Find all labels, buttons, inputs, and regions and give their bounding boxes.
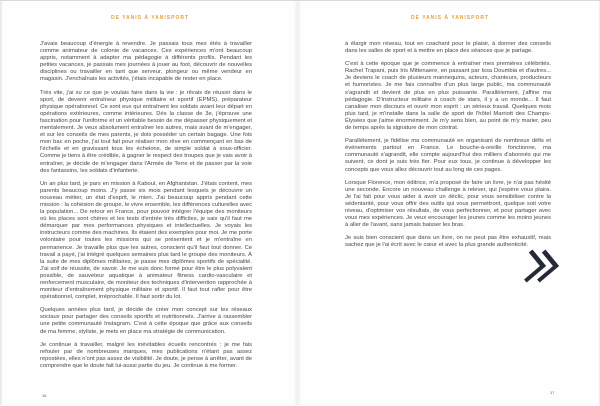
body-paragraph: Parallèlement, je fidélise ma communauté en organisant de nombreux défis et événements partout en France. Le bouche-à-oreille fonctionne, ma communauté s'agrandit, elle compte aujourd'hui des milliers d'abonnés qui me suivent, ce dont je suis très fier. Pour eux tous, je continue à développer les concepts que vous allez découvrir tout au long de ces pages. xyxy=(345,138,551,173)
body-paragraph: J'avais beaucoup d'énergie à revendre. Je passais tous mes étés à travailler comme animateur de colonie de vacances. Ces expériences m'ont beaucoup appris, notamment à adapter ma pédagogie à différents profils. Pendant les petites vacances, je passais mes journées à jouer au foot, découvrir de nouvelles disciplines ou travailler en tant que serveur, plongeur ou même vendeur en magasin. J'enchaînais les activités, j'étais incapable de rester en place. xyxy=(40,41,252,83)
body-paragraph: C'est à cette époque que je commence à entraîner mes premières célébrités. Rachel Trapani, puis Iris Mittenaere, en passant par Issa Doumbia et d'autres... Je deviens le coach de plusieurs mannequins, acteurs, chanteurs, producteurs et humoristes. Je me fais connaître d'un plus large public, ma communauté s'agrandit et devient de plus en plus puissante. Parallèlement, j'affine ma pédagogie. D'instructeur militaire à coach de stars, il y a un monde... Il faut canaliser mon discours et ouvrir mon esprit : un sérieux travail. Quelques mois plus tard, je m'installe dans la salle de sport de l'hôtel Marriott des Champs-Élysées que j'aime énormément. Je m'y sens bien, au point de m'y marier, peu de temps après la signature de mon contrat. xyxy=(345,61,551,132)
body-paragraph: Je suis bien conscient que dans un livre, on ne peut pas être exhaustif, mais sachez que je l'ai écrit avec le cœur et avec la plus grande authenticité. xyxy=(345,235,551,249)
running-head: DE YANIS À YANISPORT xyxy=(410,15,490,21)
left-page xyxy=(0,1,300,406)
page-number: 17 xyxy=(550,390,555,395)
running-head: DE YANIS À YANISPORT xyxy=(110,15,190,21)
body-paragraph: à élargir mon réseau, tout en coachant pour le plaisir, à donner des conseils dans les salles de sport et à mettre en place des séances que je partage. xyxy=(345,41,551,55)
page-number: 16 xyxy=(42,393,47,398)
left-page-body xyxy=(40,41,252,376)
double-chevron-right-icon xyxy=(524,249,560,283)
right-page-body xyxy=(345,41,551,255)
body-paragraph: Très vite, j'ai su ce que je voulais faire dans la vie : je rêvais de réussir dans le sport, de devenir entraîneur physique militaire et sportif (EPMS), préparateur physique opérationnel. Ce sont eux qui entraînent les soldats avant leur départ en opérations extérieures, comme intérieures. Dès la classe de 3e, j'éprouve une fascination pour l'uniforme et un véritable besoin de me dépasser physiquement et mentalement. Je veux absolument entraîner les autres, mais avant de m'engager, et sur les conseils de mes parents, je dois posséder un certain bagage. Une fois mon bac en poche, j'ai tout fait pour réaliser mon rêve en commençant en bas de l'échelle et en gravissant tous les échelons, de simple soldat à sous-officier. Comme je tiens à être crédible, à gagner le respect des troupes que je vais avoir à entraîner, je décide de m'engager dans l'Armée de Terre et de passer par la voie des fantassins, les soldats d'infanterie. xyxy=(40,89,252,174)
body-paragraph: Un an plus tard, je pars en mission à Kaboul, en Afghanistan. J'étais content, mes parents beaucoup moins. J'y passe six mois pendant lesquels je découvre un nouveau métier, un état d'esprit, le mien. J'ai beaucoup appris pendant cette mission : la cohésion de groupe, le vivre ensemble, les différences culturelles avec la population... De retour en France, pour pouvoir intégrer l'équipe des moniteurs où les places sont chères et les tests d'entrée très difficiles, je sais qu'il faut me démarquer par mes performances physiques et intellectuelles. Je voyais les instructeurs comme des machines. Ils étaient des exemples pour moi. Je me porte volontaire pour toutes les missions qui se présentent et je m'entraîne en permanence. Je travaille plus que les autres, conscient qu'il faut tout donner. Ce travail a payé, j'ai intégré quelques semaines plus tard le groupe des moniteurs. À la suite de mes diplômes militaires, je passe mes diplômes sportifs de spécialité. J'ai soif de réussite, de savoir. Je me suis donc formé pour être le plus polyvalent possible, de sauveteur aquatique à animateur fitness cardio-vasculaire et renforcement musculaire, de moniteur des techniques d'intervention rapprochée à moniteur d'entraînement physique militaire et sportif. Il faut tout rafler pour être opérationnel, complet, irréprochable. Il faut sortir du lot. xyxy=(40,180,252,301)
right-page xyxy=(300,1,600,406)
body-paragraph: Quelques années plus tard, je décide de créer mon concept sur les réseaux sociaux pour partager des conseils sportifs et nutritionnels. J'arrive à rassembler une petite communauté Instagram. C'est à cette époque que grâce aux conseils de ma femme, styliste, je mets en place ma stratégie de communication. xyxy=(40,307,252,335)
body-paragraph: Lorsque Florence, mon éditrice, m'a proposé de faire un livre, je n'ai pas hésité une seconde. Encore un nouveau challenge à relever, qui j'espère vous plaira. Je l'ai fait pour vous aider à avoir un déclic, pour vous sensibiliser contre la sédentarité, pour vous offrir des outils qui vous permettront, quelque soit votre niveau, d'optimiser vos résultats, de vous perfectionner, et pour partager avec vous mes expériences. Je veux encourager les jeunes comme les moins jeunes à aller de l'avant, sans jamais baisser les bras. xyxy=(345,179,551,229)
body-paragraph: Je continue à travailler, malgré les inévitables écueils rencontrés : je me fais refouler par de nombreuses marques, mes publications n'étant pas assez repostées, elles n'ont pas assez de visibilité. Je doute, je pense à arrêter, avant de comprendre que le doute fait lui-aussi partie du jeu. Je continue à me former. xyxy=(40,341,252,369)
